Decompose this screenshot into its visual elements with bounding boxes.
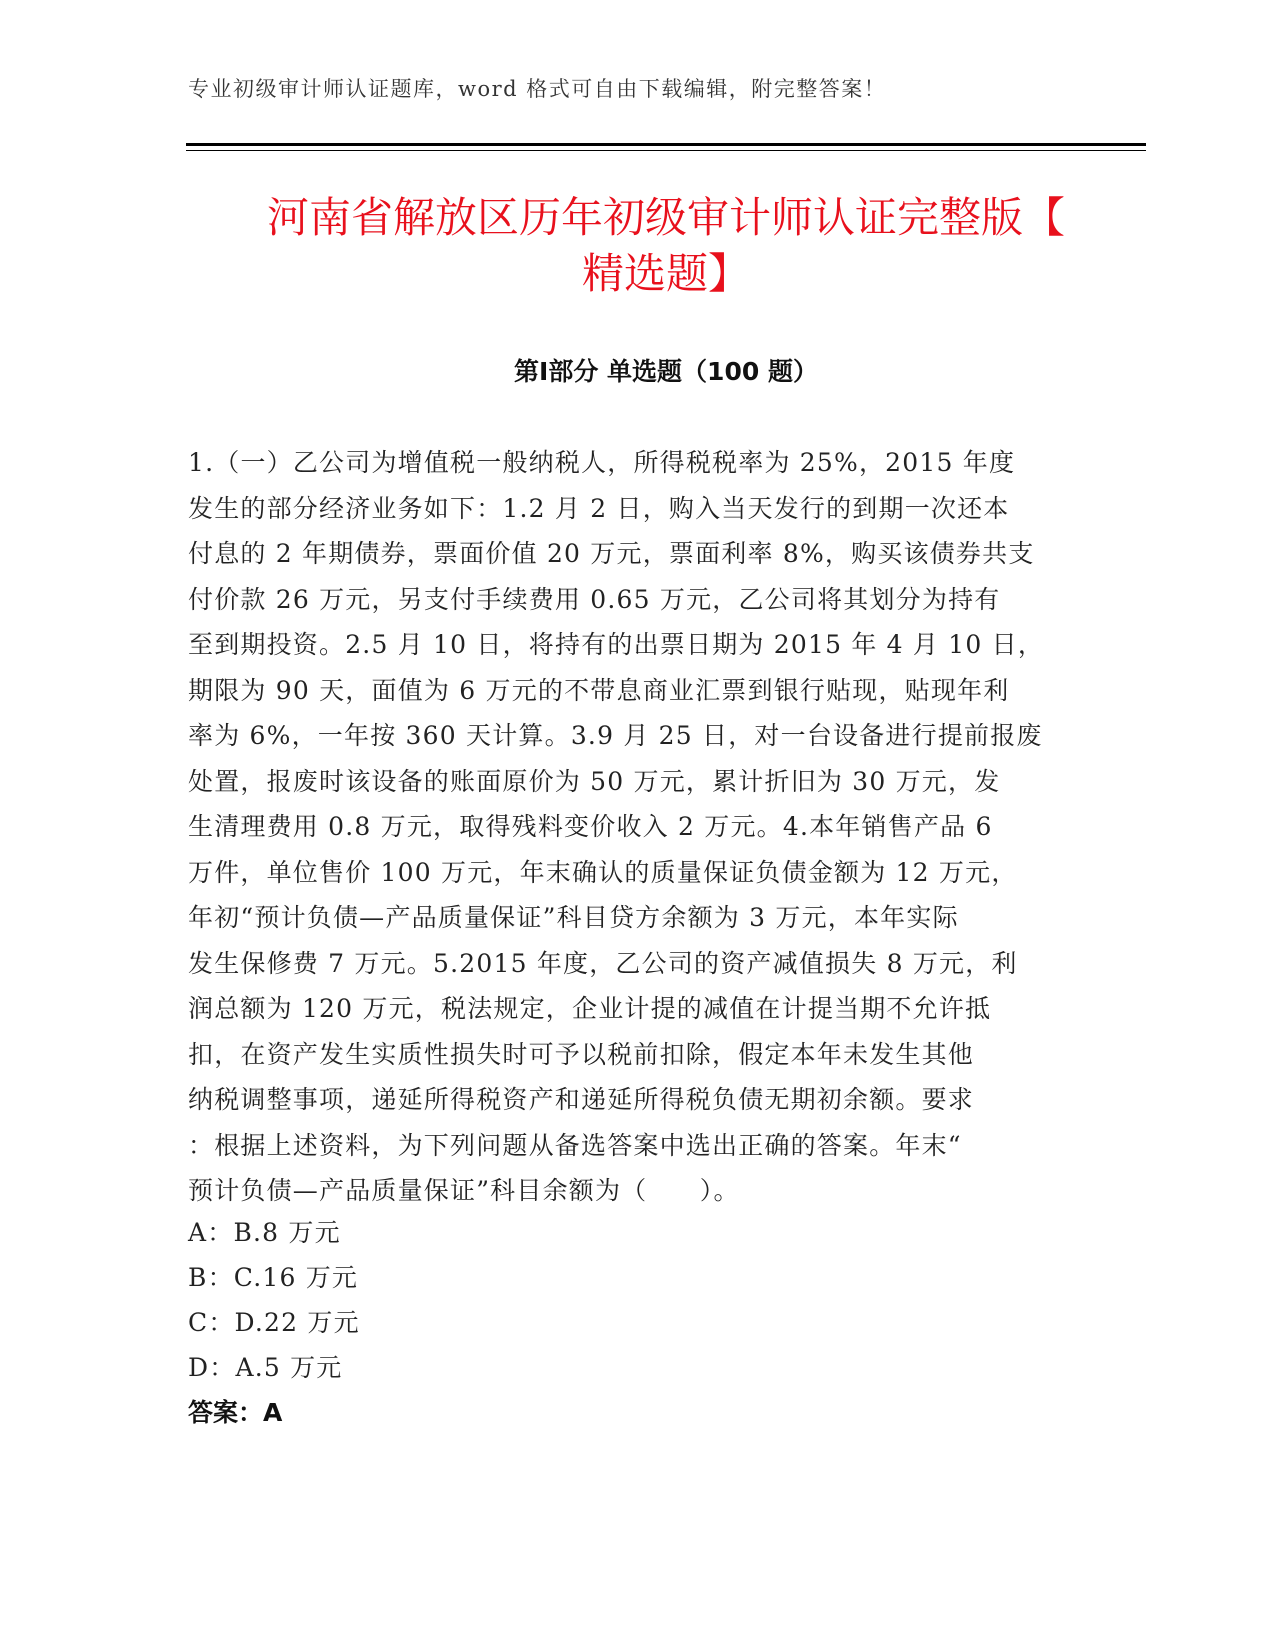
question-line: 处置，报废时该设备的账面原价为 50 万元，累计折旧为 30 万元，发: [188, 766, 1001, 796]
document-title: [186, 190, 1146, 302]
question-line: 至到期投资。2.5 月 10 日，将持有的出票日期为 2015 年 4 月 10 日，: [188, 630, 1045, 659]
option-b: B：C.16 万元: [188, 1263, 359, 1292]
question-line: 期限为 90 天，面值为 6 万元的不带息商业汇票到银行贴现，贴现年利: [188, 675, 1010, 705]
question-line: 率为 6%，一年按 360 天计算。3.9 月 25 日，对一台设备进行提前报废: [188, 721, 1043, 750]
option-c: C：D.22 万元: [188, 1308, 360, 1337]
question-line: 润总额为 120 万元，税法规定，企业计提的减值在计提当期不允许抵: [188, 994, 992, 1023]
document-title-line-1: 河南省解放区历年初级审计师认证完整版【: [266, 193, 1065, 242]
answer-key: 答案：A: [188, 1398, 283, 1427]
question-text: [188, 440, 1078, 1214]
question-line: 扣，在资产发生实质性损失时可予以税前扣除，假定本年未发生其他: [188, 1039, 975, 1069]
question-line: 发生的部分经济业务如下：1.2 月 2 日，购入当天发行的到期一次还本: [188, 493, 1010, 523]
header-divider-thick: [186, 143, 1146, 146]
option-a: A：B.8 万元: [188, 1218, 341, 1247]
question-line: 1.（一）乙公司为增值税一般纳税人，所得税税率为 25%，2015 年度: [188, 448, 1016, 477]
document-title-line-2: 精选题】: [581, 249, 750, 298]
question-line: 预计负债—产品质量保证”科目余额为（ ）。: [188, 1176, 740, 1205]
question-line: 年初“预计负债—产品质量保证”科目贷方余额为 3 万元，本年实际: [188, 903, 959, 932]
question-line: ：根据上述资料，为下列问题从备选答案中选出正确的答案。年末“: [188, 1130, 962, 1160]
question-line: 生清理费用 0.8 万元，取得残料变价收入 2 万元。4.本年销售产品 6: [188, 812, 993, 841]
header-divider-thin: [186, 150, 1146, 151]
section-heading: 第Ⅰ部分 单选题（100 题）: [514, 357, 818, 386]
question-line: 万件，单位售价 100 万元，年末确认的质量保证负债金额为 12 万元，: [188, 857, 1018, 887]
question-line: 付价款 26 万元，另支付手续费用 0.65 万元，乙公司将其划分为持有: [188, 584, 1001, 614]
question-line: 付息的 2 年期债券，票面价值 20 万元，票面利率 8%，购买该债券共支: [188, 539, 1035, 568]
question-line: 发生保修费 7 万元。5.2015 年度，乙公司的资产减值损失 8 万元，利: [188, 948, 1018, 978]
option-d: D：A.5 万元: [188, 1353, 343, 1382]
question-line: 纳税调整事项，递延所得税资产和递延所得税负债无期初余额。要求: [188, 1085, 975, 1114]
answer-options: [188, 1210, 1078, 1390]
header-note: 专业初级审计师认证题库，word 格式可自由下载编辑，附完整答案！: [188, 77, 887, 101]
